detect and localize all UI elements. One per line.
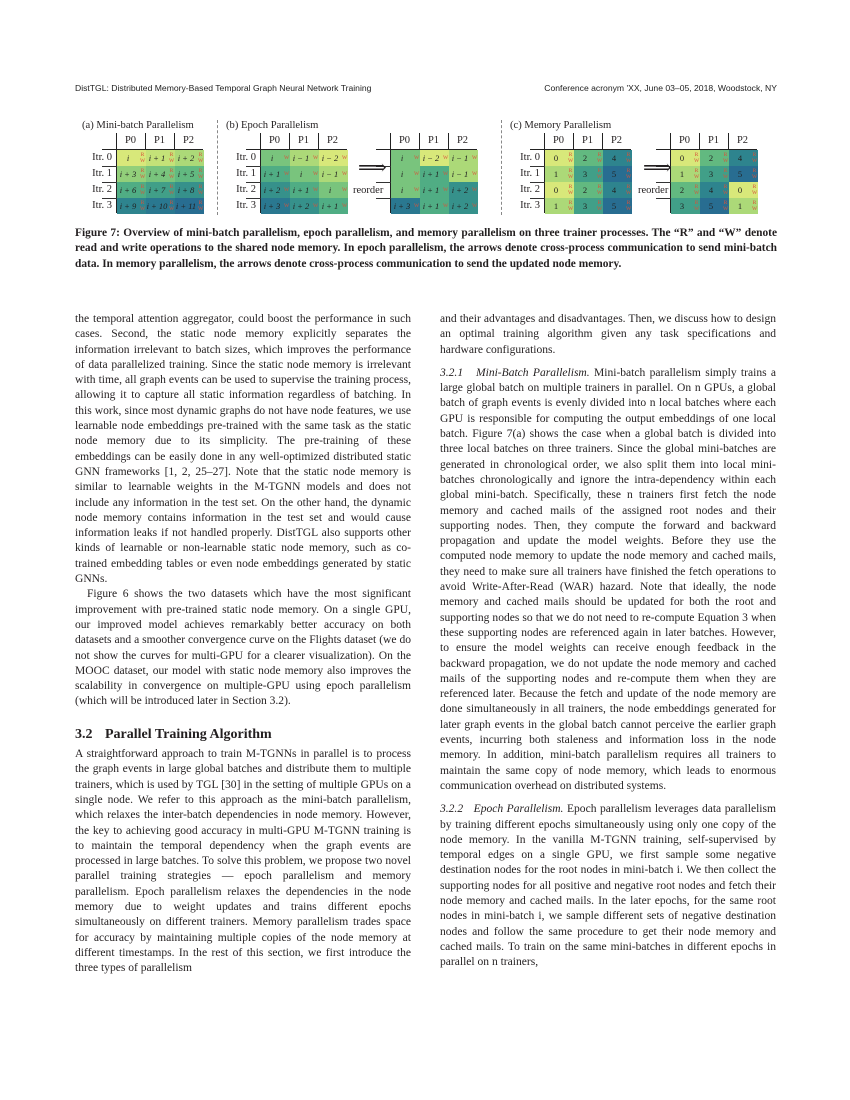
table-cell — [449, 198, 478, 214]
read-write-marker: R W — [198, 200, 204, 212]
column-header: P1 — [427, 135, 440, 146]
paragraph: and their advantages and disadvantages. Then, we discuss how to design an optimal training algorithm given any task specifications and hardware configurations. — [440, 313, 776, 356]
row-header: Itr. 1 — [520, 168, 540, 179]
table-cell — [319, 182, 348, 198]
cell-value: 1 — [553, 201, 559, 211]
paragraph: A straightforward approach to train M-TGNNs in parallel is to process the graph events in large global batches and distribute them to multiple trainers, which is used by TGL [30] in the setting of multiple GPUs on a single node. We refer to this approach as the mini-batch parallelism, which relaxes the inter-batch dependencies in node memory. However, the key to achieving good accuracy in multi-GPU M-TGNN training is to maintain the temporal dependency when the graph events are processed in large batches. To solve this problem, we propose two novel parallel training strategies — epoch parallelism and memory parallelism. Epoch parallelism relaxes the dependencies in the node memory due to weight updates and trains different epochs simultaneously on different trainers. Memory parallelism trades space for accuracy by maintaining multiple copies of the node memory at different timestamps. In the rest of this section, we first introduce the three types of parallelism — [75, 748, 411, 975]
read-write-marker: R W — [694, 168, 700, 180]
cell-value: i — [270, 153, 274, 163]
cell-value: i + 2 — [451, 201, 469, 211]
row-header: Itr. 2 — [236, 184, 256, 195]
cell-value: i — [126, 153, 130, 163]
table-cell — [261, 198, 290, 214]
table-cell — [319, 198, 348, 214]
running-header-conference: Conference acronym 'XX, June 03–05, 2018, Woodstock, NY — [544, 83, 777, 93]
subsection-heading: 3.2.2 Epoch Parallelism. — [440, 803, 564, 816]
panel-divider — [217, 120, 218, 215]
reorder-arrow-icon: ⟹ — [643, 157, 672, 179]
table-cell — [146, 150, 175, 166]
row-header: Itr. 1 — [236, 168, 256, 179]
table-cell — [391, 150, 420, 166]
read-write-marker: W — [342, 187, 348, 193]
table-cell — [671, 150, 700, 166]
table-cell — [290, 166, 319, 182]
column-header: P0 — [268, 135, 281, 146]
read-write-marker: W — [284, 155, 290, 161]
table-cell — [420, 166, 449, 182]
read-write-marker: W — [414, 155, 420, 161]
figure-caption: Figure 7: Overview of mini-batch parallelism, epoch parallelism, and memory parallelism on three trainer processes. The “R” and “W” denote read and write operations to the shared node memory. In epoch parallelism, the arrows denote cross-process communication to send mini-batch data. In memory parallelism, the arrows denote cross-process communication to send the updated node memory. — [75, 227, 777, 270]
table-cell — [117, 150, 146, 166]
table-cell — [574, 198, 603, 214]
cell-value: i + 3 — [263, 201, 281, 211]
table-cell — [603, 182, 632, 198]
panel-c-title: (c) Memory Parallelism — [510, 120, 612, 131]
cell-value: i − 2 — [321, 153, 339, 163]
cell-value: 1 — [553, 169, 559, 179]
cell-value: 2 — [582, 185, 588, 195]
cell-value: i + 11 — [175, 201, 197, 211]
read-write-marker: R W — [198, 152, 204, 164]
table-cell — [146, 198, 175, 214]
cell-value: i + 1 — [422, 185, 440, 195]
table-cell — [449, 166, 478, 182]
column-header: P2 — [182, 135, 195, 146]
read-write-marker: W — [414, 187, 420, 193]
cell-value: i + 2 — [177, 153, 195, 163]
cell-value: 3 — [679, 201, 685, 211]
table-cell — [391, 166, 420, 182]
cell-value: i + 6 — [119, 185, 137, 195]
row-header: Itr. 3 — [92, 200, 112, 211]
table-cell — [319, 150, 348, 166]
table-cell — [729, 150, 758, 166]
read-write-marker: R W — [694, 184, 700, 196]
read-write-marker: W — [472, 171, 478, 177]
read-write-marker: W — [414, 203, 420, 209]
table-cell — [261, 150, 290, 166]
cell-value: 4 — [708, 185, 714, 195]
column-header: P1 — [707, 135, 720, 146]
column-header: P1 — [297, 135, 310, 146]
row-header: Itr. 1 — [92, 168, 112, 179]
reorder-label: reorder — [353, 185, 384, 196]
cell-value: 4 — [611, 185, 617, 195]
table-cell — [290, 182, 319, 198]
table-cell — [420, 198, 449, 214]
read-write-marker: R W — [626, 200, 632, 212]
read-write-marker: W — [342, 171, 348, 177]
cell-value: 1 — [679, 169, 685, 179]
read-write-marker: R W — [169, 184, 175, 196]
table-cell — [391, 182, 420, 198]
reorder-arrow-icon: ⟹ — [358, 157, 387, 179]
table-cell — [449, 182, 478, 198]
cell-value: i + 3 — [393, 201, 411, 211]
cell-value: i + 4 — [148, 169, 166, 179]
cell-value: i — [400, 185, 404, 195]
table-cell — [146, 182, 175, 198]
cell-value: 0 — [553, 153, 559, 163]
table-cell — [700, 182, 729, 198]
table-cell — [729, 166, 758, 182]
cell-value: 2 — [708, 153, 714, 163]
cell-value: i + 1 — [263, 169, 281, 179]
cell-value: i + 9 — [119, 201, 137, 211]
read-write-marker: R W — [597, 152, 603, 164]
cell-value: i + 1 — [422, 201, 440, 211]
cell-value: 2 — [679, 185, 685, 195]
cell-value: i − 1 — [292, 153, 310, 163]
cell-value: i + 1 — [148, 153, 166, 163]
table-cell — [603, 150, 632, 166]
read-write-marker: R W — [626, 168, 632, 180]
cell-value: 2 — [582, 153, 588, 163]
table-cell — [391, 198, 420, 214]
reorder-label: reorder — [638, 185, 669, 196]
read-write-marker: R W — [140, 184, 146, 196]
section-heading — [75, 727, 411, 742]
read-write-marker: W — [472, 203, 478, 209]
read-write-marker: R W — [597, 168, 603, 180]
table-cell — [603, 198, 632, 214]
cell-value: i − 1 — [451, 169, 469, 179]
cell-value: i — [299, 169, 303, 179]
table-cell — [261, 182, 290, 198]
cell-value: i + 1 — [321, 201, 339, 211]
cell-value: 3 — [708, 169, 714, 179]
table-cell — [290, 150, 319, 166]
cell-value: 4 — [737, 153, 743, 163]
cell-value: 4 — [611, 153, 617, 163]
cell-value: i + 8 — [177, 185, 195, 195]
read-write-marker: W — [284, 187, 290, 193]
read-write-marker: W — [443, 171, 449, 177]
column-header: P0 — [124, 135, 137, 146]
table-cell — [671, 198, 700, 214]
read-write-marker: R W — [140, 200, 146, 212]
cell-value: i + 2 — [451, 185, 469, 195]
table-cell — [261, 166, 290, 182]
read-write-marker: W — [342, 155, 348, 161]
table-cell — [175, 150, 204, 166]
cell-value: i — [400, 169, 404, 179]
table-cell — [700, 198, 729, 214]
section-number: 3.2 — [75, 726, 93, 742]
paragraph: the temporal attention aggregator, could boost the performance in such cases. Second, the static node memory explicitly separates the information irrelevant to batch sizes, which improves the performance of data parallelized training. Since the static node memory is irrelevant with time, all graph events can be used to supervise the training process, allowing it to capture all static information regardless of batching. In this work, since most dynamic graphs do not have node features, we use learnable node embeddings pre-trained with the same task as the static node memory due to its simplicity. The pre-training of these embeddings can be easily done in any well-optimized distributed static GNN frameworks [1, 2, 25–27]. Note that the static node memory is similar to learnable weights in the M-TGNN models and does not include any information in the test set. On the other hand, the dynamic node memory contains information in the test set and would cause information leaks if not handled properly. DistTGL also supports other kinds of learnable or non-learnable static node memory, such as co-trained embedding tables or even node embeddings generated by static GNNs. — [75, 313, 411, 586]
row-header: Itr. 2 — [92, 184, 112, 195]
read-write-marker: W — [342, 203, 348, 209]
read-write-marker: W — [313, 187, 319, 193]
table-cell — [117, 198, 146, 214]
table-cell — [574, 182, 603, 198]
table-cell — [175, 166, 204, 182]
column-header: P2 — [326, 135, 339, 146]
read-write-marker: W — [443, 187, 449, 193]
cell-value: i — [328, 185, 332, 195]
read-write-marker: W — [472, 187, 478, 193]
cell-value: i — [400, 153, 404, 163]
table-cell — [117, 182, 146, 198]
subsection-3-2-2 — [440, 802, 776, 970]
read-write-marker: W — [313, 171, 319, 177]
read-write-marker: W — [472, 155, 478, 161]
cell-value: i + 2 — [263, 185, 281, 195]
table-cell — [671, 166, 700, 182]
cell-value: i − 2 — [422, 153, 440, 163]
section-title: Parallel Training Algorithm — [105, 726, 272, 742]
column-header: P0 — [398, 135, 411, 146]
row-header: Itr. 0 — [236, 152, 256, 163]
row-header: Itr. 3 — [236, 200, 256, 211]
cell-value: i + 1 — [422, 169, 440, 179]
read-write-marker: R W — [597, 184, 603, 196]
table-cell — [671, 182, 700, 198]
column-header: P2 — [736, 135, 749, 146]
read-write-marker: R W — [694, 200, 700, 212]
cell-value: 3 — [582, 169, 588, 179]
table-cell — [420, 150, 449, 166]
read-write-marker: W — [443, 203, 449, 209]
row-header: Itr. 0 — [520, 152, 540, 163]
left-column — [75, 312, 411, 976]
table-cell — [146, 166, 175, 182]
read-write-marker: R W — [723, 152, 729, 164]
read-write-marker: R W — [169, 152, 175, 164]
table-cell — [574, 166, 603, 182]
subsection-heading: 3.2.1 Mini-Batch Parallelism. — [440, 366, 590, 379]
cell-value: i + 2 — [292, 201, 310, 211]
read-write-marker: R W — [140, 168, 146, 180]
table-cell — [545, 198, 574, 214]
table-cell — [175, 182, 204, 198]
table-cell — [729, 198, 758, 214]
cell-value: i − 1 — [321, 169, 339, 179]
panel-divider — [501, 120, 502, 215]
read-write-marker: R W — [597, 200, 603, 212]
cell-value: 1 — [737, 201, 743, 211]
cell-value: 5 — [708, 201, 714, 211]
cell-value: 0 — [679, 153, 685, 163]
table-cell — [603, 166, 632, 182]
panel-a-title: (a) Mini-batch Parallelism — [82, 120, 194, 131]
read-write-marker: W — [313, 203, 319, 209]
table-cell — [545, 182, 574, 198]
cell-value: i + 7 — [148, 185, 166, 195]
row-header: Itr. 0 — [92, 152, 112, 163]
table-cell — [545, 166, 574, 182]
read-write-marker: R W — [694, 152, 700, 164]
column-header: P0 — [552, 135, 565, 146]
table-cell — [729, 182, 758, 198]
cell-value: i + 3 — [119, 169, 137, 179]
read-write-marker: R W — [626, 152, 632, 164]
table-cell — [700, 150, 729, 166]
cell-value: 5 — [611, 201, 617, 211]
cell-value: 0 — [737, 185, 743, 195]
row-header: Itr. 2 — [520, 184, 540, 195]
read-write-marker: W — [284, 203, 290, 209]
read-write-marker: R W — [568, 168, 574, 180]
table-cell — [117, 166, 146, 182]
read-write-marker: R W — [198, 168, 204, 180]
read-write-marker: R W — [752, 152, 758, 164]
table-cell — [175, 198, 204, 214]
read-write-marker: R W — [140, 152, 146, 164]
read-write-marker: W — [313, 155, 319, 161]
read-write-marker: R W — [198, 184, 204, 196]
read-write-marker: R W — [752, 168, 758, 180]
cell-value: 0 — [553, 185, 559, 195]
read-write-marker: R W — [169, 200, 175, 212]
table-cell — [700, 166, 729, 182]
cell-value: i − 1 — [451, 153, 469, 163]
column-header: P1 — [581, 135, 594, 146]
read-write-marker: R W — [723, 168, 729, 180]
row-header: Itr. 3 — [520, 200, 540, 211]
cell-value: 5 — [737, 169, 743, 179]
read-write-marker: R W — [626, 184, 632, 196]
read-write-marker: R W — [723, 200, 729, 212]
cell-value: i + 1 — [292, 185, 310, 195]
read-write-marker: R W — [169, 168, 175, 180]
read-write-marker: R W — [568, 200, 574, 212]
subsection-3-2-1 — [440, 366, 776, 794]
table-cell — [290, 198, 319, 214]
table-cell — [449, 150, 478, 166]
table-cell — [319, 166, 348, 182]
column-header: P2 — [456, 135, 469, 146]
column-header: P2 — [610, 135, 623, 146]
running-header-title: DistTGL: Distributed Memory-Based Temporal Graph Neural Network Training — [75, 83, 372, 93]
read-write-marker: R W — [568, 152, 574, 164]
read-write-marker: R W — [723, 184, 729, 196]
table-cell — [420, 182, 449, 198]
cell-value: 3 — [582, 201, 588, 211]
right-column — [440, 312, 776, 970]
read-write-marker: R W — [752, 200, 758, 212]
cell-value: 5 — [611, 169, 617, 179]
table-cell — [545, 150, 574, 166]
read-write-marker: W — [414, 171, 420, 177]
table-cell — [574, 150, 603, 166]
read-write-marker: W — [443, 155, 449, 161]
cell-value: i + 10 — [146, 201, 168, 211]
read-write-marker: R W — [568, 184, 574, 196]
paragraph: Mini-batch parallelism simply trains a large global batch on multiple trainers in parallel. On n GPUs, a global batch of graph events is evenly divided into n local batches where each GPU is responsible for computing the output embeddings of one local batch. Figure 7(a) shows the case when a global batch is divided into three local batches on three trainers. Since the global mini-batches are generated in chronological order, we also split them into local mini-batches chronologically and ignore the intra-dependency within each global mini-batch. Specifically, these n trainers first fetch the node memory and cached mails of the assigned root nodes and their supporting nodes. Then, they compute the forward and backward propagation and update the model weights. Before they use the computed node memory to update the node memory and cached mails, they need to make sure all trainers have finished the fetch operations to avoid Write-After-Read (WAR) hazard. Note that ideally, the node memory and cached mails should be updated for both the root and supporting nodes so that we do not need to re-compute Equation 3 when these supporting nodes are referenced again in later batches. However, to ensure the model weights can receive enough feedback in the backward propagation, we do not update the node memory and cached mails of the supporting nodes and re-compute them when they are referenced later. Because the fetch and update of the node memory are done simultaneously in all trainers, the node embeddings generated for later graph events in the global batch cannot perceive the earlier graph events, incurring both staleness and information loss in the node memory. In addition, mini-batch parallelism requires all trainers to maintain the same copy of node memory, which leads to enormous communication overhead on distributed systems. — [440, 366, 777, 792]
cell-value: i + 5 — [177, 169, 195, 179]
paragraph: Epoch parallelism leverages data parallelism by training different epochs simultaneously using only one copy of the node memory. In the vanilla M-TGNN training, self-supervised by temporal edges on a single GPU, we first sample some negative destination nodes for the root nodes in mini-batch i. We then collect the supporting nodes for all positive and negative root nodes and fetch their node memory and cached mails. In the later epochs, for the same root nodes in mini-batch i, we sample different sets of negative destination nodes and follow the same procedure to get their node memory and cached mails. To train on the same mini-batches in different epochs in parallel on n trainers, — [440, 803, 776, 969]
read-write-marker: W — [284, 171, 290, 177]
column-header: P0 — [678, 135, 691, 146]
read-write-marker: R W — [752, 184, 758, 196]
paragraph: Figure 6 shows the two datasets which have the most significant improvement with pre-trained static node memory. On a single GPU, our improved model achieves remarkably better accuracy on both datasets and a smoother convergence curve on the Flights dataset (we do not show the curves for multi-GPU for a clearer visualization). On the MOOC dataset, our model with static node memory also improves the scalability in convergence on multiple-GPU using epoch parallelism (which will be introduced later in Section 3.2). — [75, 588, 411, 708]
column-header: P1 — [153, 135, 166, 146]
panel-b-title: (b) Epoch Parallelism — [226, 120, 319, 131]
